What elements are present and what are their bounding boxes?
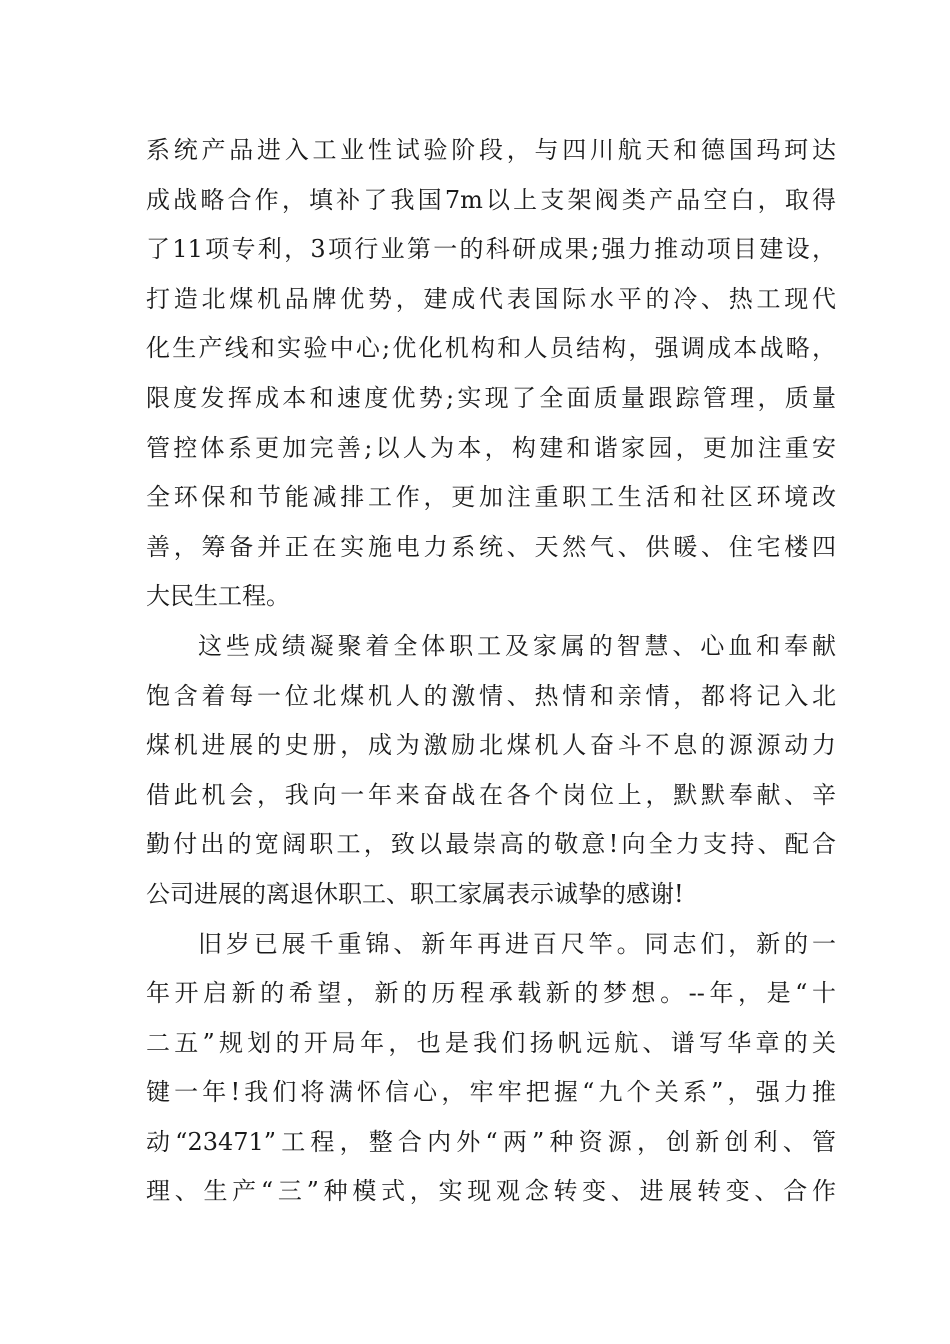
text-line: 大民生工程。 [146, 582, 290, 611]
text-line: 化生产线和实验中心;优化机构和人员结构，强调成本战略， [146, 334, 836, 363]
text-line: 了11项专利，3项行业第一的科研成果;强力推动项目建设， [146, 235, 836, 264]
text-line: 成战略合作，填补了我国7m以上支架阀类产品空白，取得 [146, 185, 836, 214]
text-line: 动“23471”工程，整合内外“两”种资源，创新创利、管 [146, 1127, 836, 1156]
text-line: 公司进展的离退休职工、职工家属表示诚挚的感谢! [146, 879, 684, 908]
text-line: 借此机会，我向一年来奋战在各个岗位上，默默奉献、辛 [146, 780, 836, 809]
text-line: 饱含着每一位北煤机人的激情、热情和亲情，都将记入北 [146, 681, 836, 710]
text-line: 打造北煤机品牌优势，建成代表国际水平的冷、热工现代 [146, 284, 836, 313]
text-line: 限度发挥成本和速度优势;实现了全面质量跟踪管理，质量 [146, 383, 836, 412]
text-line: 理、生产“三”种模式，实现观念转变、进展转变、合作 [146, 1177, 836, 1206]
text-line: 这些成绩凝聚着全体职工及家属的智慧、心血和奉献 [198, 631, 836, 660]
text-line: 煤机进展的史册，成为激励北煤机人奋斗不息的源源动力 [146, 731, 836, 760]
text-line: 二五”规划的开局年，也是我们扬帆远航、谱写华章的关 [146, 1028, 836, 1057]
text-line: 管控体系更加完善;以人为本，构建和谐家园，更加注重安 [146, 433, 836, 462]
text-line: 年开启新的希望，新的历程承载新的梦想。--年，是“十 [146, 979, 836, 1008]
body-text [146, 126, 836, 1217]
text-line: 键一年!我们将满怀信心，牢牢把握“九个关系”，强力推 [146, 1078, 836, 1107]
text-line: 系统产品进入工业性试验阶段，与四川航天和德国玛珂达 [146, 136, 836, 164]
text-line: 全环保和节能减排工作，更加注重职工生活和社区环境改 [146, 483, 836, 512]
text-line: 旧岁已展千重锦、新年再进百尺竿。同志们，新的一 [198, 929, 836, 958]
text-line: 勤付出的宽阔职工，致以最崇高的敬意!向全力支持、配合 [146, 830, 836, 859]
text-line: 善，筹备并正在实施电力系统、天然气、供暖、住宅楼四 [146, 532, 836, 561]
